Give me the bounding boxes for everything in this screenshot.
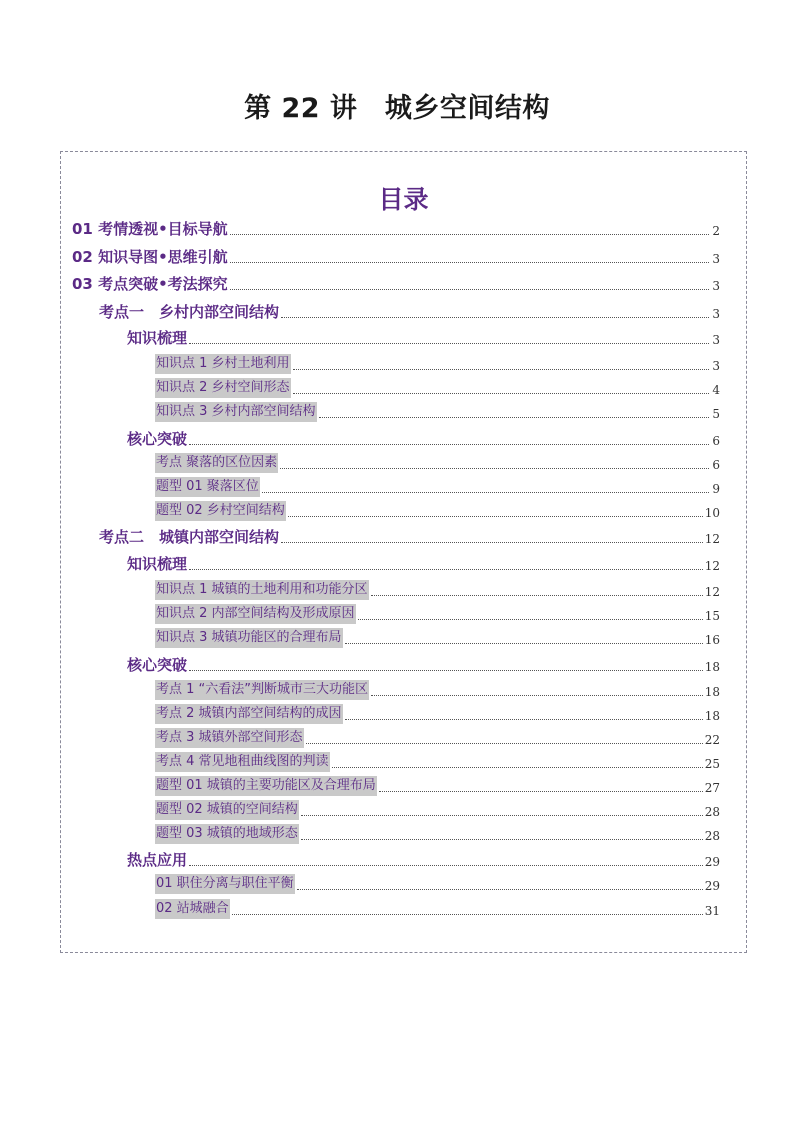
toc-page-number: 12 bbox=[704, 532, 720, 546]
toc-leader-dots bbox=[189, 343, 719, 344]
toc-entry[interactable] bbox=[61, 354, 746, 376]
toc-entry-label: 02 站城融合 bbox=[155, 899, 230, 919]
toc-page-number: 27 bbox=[704, 781, 720, 795]
toc-page-number: 6 bbox=[712, 458, 720, 472]
toc-leader-dots bbox=[230, 289, 719, 290]
toc-entry-label: 考点 4 常见地租曲线图的判读 bbox=[155, 752, 330, 772]
toc-page-number: 28 bbox=[704, 829, 720, 843]
toc-entry[interactable] bbox=[61, 824, 746, 846]
toc-entry-label: 核心突破 bbox=[127, 430, 188, 448]
toc-leader-dots bbox=[293, 369, 719, 370]
toc-page-number: 29 bbox=[704, 879, 720, 893]
toc-page-number: 16 bbox=[704, 633, 720, 647]
toc-page-number: 12 bbox=[704, 559, 720, 573]
toc-entry-label: 知识点 2 乡村空间形态 bbox=[155, 378, 291, 398]
table-of-contents bbox=[60, 151, 747, 953]
toc-leader-dots bbox=[230, 234, 719, 235]
toc-leader-dots bbox=[319, 417, 719, 418]
toc-heading: 目录 bbox=[378, 185, 429, 214]
toc-page-number: 31 bbox=[704, 904, 720, 918]
toc-leader-dots bbox=[281, 542, 719, 543]
toc-entry-label: 03 考点突破•考法探究 bbox=[72, 275, 228, 293]
toc-entry[interactable] bbox=[61, 302, 746, 324]
toc-leader-dots bbox=[301, 815, 719, 816]
toc-entry[interactable] bbox=[61, 328, 746, 350]
toc-entry[interactable] bbox=[61, 874, 746, 896]
toc-entry-label: 知识梳理 bbox=[127, 329, 188, 347]
toc-leader-dots bbox=[293, 393, 719, 394]
toc-leader-dots bbox=[189, 670, 719, 671]
toc-entry-label: 考点一 乡村内部空间结构 bbox=[99, 303, 280, 321]
toc-page-number: 29 bbox=[704, 855, 720, 869]
toc-page-number: 3 bbox=[712, 359, 720, 373]
toc-leader-dots bbox=[301, 839, 719, 840]
toc-entry[interactable] bbox=[61, 453, 746, 475]
toc-entry-label: 热点应用 bbox=[127, 851, 188, 869]
toc-entry-label: 考点 3 城镇外部空间形态 bbox=[155, 728, 304, 748]
toc-page-number: 3 bbox=[712, 307, 720, 321]
toc-entry-label: 考点 聚落的区位因素 bbox=[155, 453, 278, 473]
toc-entry[interactable] bbox=[61, 704, 746, 726]
toc-entry-label: 01 考情透视•目标导航 bbox=[72, 220, 228, 238]
toc-leader-dots bbox=[262, 492, 719, 493]
toc-page-number: 15 bbox=[704, 609, 720, 623]
toc-entry[interactable] bbox=[61, 219, 746, 241]
toc-entry-label: 题型 01 聚落区位 bbox=[155, 477, 260, 497]
toc-entry[interactable] bbox=[61, 527, 746, 549]
toc-page-number: 25 bbox=[704, 757, 720, 771]
toc-entry[interactable] bbox=[61, 800, 746, 822]
toc-leader-dots bbox=[306, 743, 719, 744]
toc-entry[interactable] bbox=[61, 728, 746, 750]
toc-entry-label: 01 职住分离与职住平衡 bbox=[155, 874, 295, 894]
toc-entry-label: 知识点 3 城镇功能区的合理布局 bbox=[155, 628, 343, 648]
toc-entry[interactable] bbox=[61, 429, 746, 451]
toc-page-number: 9 bbox=[712, 482, 720, 496]
toc-page-number: 3 bbox=[712, 279, 720, 293]
toc-entry-label: 题型 01 城镇的主要功能区及合理布局 bbox=[155, 776, 377, 796]
toc-entry-label: 题型 02 城镇的空间结构 bbox=[155, 800, 299, 820]
toc-page-number: 22 bbox=[704, 733, 720, 747]
toc-entry-label: 题型 02 乡村空间结构 bbox=[155, 501, 286, 521]
toc-leader-dots bbox=[371, 695, 719, 696]
toc-entry-label: 知识梳理 bbox=[127, 555, 188, 573]
toc-page-number: 3 bbox=[712, 333, 720, 347]
toc-entry-label: 知识点 2 内部空间结构及形成原因 bbox=[155, 604, 356, 624]
toc-leader-dots bbox=[281, 317, 719, 318]
toc-entry-label: 知识点 3 乡村内部空间结构 bbox=[155, 402, 317, 422]
toc-leader-dots bbox=[332, 767, 719, 768]
toc-leader-dots bbox=[232, 914, 719, 915]
toc-leader-dots bbox=[280, 468, 719, 469]
toc-entry[interactable] bbox=[61, 776, 746, 798]
toc-entry-label: 考点二 城镇内部空间结构 bbox=[99, 528, 280, 546]
toc-entry-label: 02 知识导图•思维引航 bbox=[72, 248, 228, 266]
toc-page-number: 10 bbox=[704, 506, 720, 520]
toc-page-number: 5 bbox=[712, 407, 720, 421]
toc-entry-label: 考点 2 城镇内部空间结构的成因 bbox=[155, 704, 343, 724]
toc-entry-label: 知识点 1 乡村土地利用 bbox=[155, 354, 291, 374]
toc-leader-dots bbox=[189, 865, 719, 866]
toc-leader-dots bbox=[358, 619, 719, 620]
toc-entry-label: 考点 1 “六看法”判断城市三大功能区 bbox=[155, 680, 369, 700]
toc-page-number: 18 bbox=[704, 685, 720, 699]
toc-entry-label: 知识点 1 城镇的土地利用和功能分区 bbox=[155, 580, 369, 600]
toc-entry[interactable] bbox=[61, 247, 746, 269]
toc-entry[interactable] bbox=[61, 604, 746, 626]
toc-page-number: 2 bbox=[712, 224, 720, 238]
toc-entry-label: 核心突破 bbox=[127, 656, 188, 674]
toc-entry-label: 题型 03 城镇的地域形态 bbox=[155, 824, 299, 844]
toc-entry[interactable] bbox=[61, 402, 746, 424]
toc-entry[interactable] bbox=[61, 580, 746, 602]
toc-entry[interactable] bbox=[61, 274, 746, 296]
toc-page-number: 18 bbox=[704, 660, 720, 674]
toc-entry[interactable] bbox=[61, 680, 746, 702]
toc-page-number: 28 bbox=[704, 805, 720, 819]
document-title: 第 22 讲 城乡空间结构 bbox=[244, 93, 550, 124]
toc-entry[interactable] bbox=[61, 655, 746, 677]
toc-leader-dots bbox=[288, 516, 719, 517]
toc-leader-dots bbox=[297, 889, 719, 890]
toc-entry[interactable] bbox=[61, 477, 746, 499]
toc-leader-dots bbox=[379, 791, 719, 792]
toc-entry[interactable] bbox=[61, 554, 746, 576]
toc-leader-dots bbox=[345, 643, 719, 644]
toc-leader-dots bbox=[230, 262, 719, 263]
toc-entry[interactable] bbox=[61, 378, 746, 400]
toc-entry[interactable] bbox=[61, 628, 746, 650]
toc-page-number: 6 bbox=[712, 434, 720, 448]
toc-leader-dots bbox=[371, 595, 719, 596]
toc-leader-dots bbox=[189, 444, 719, 445]
toc-page-number: 18 bbox=[704, 709, 720, 723]
toc-entry[interactable] bbox=[61, 501, 746, 523]
toc-leader-dots bbox=[345, 719, 719, 720]
toc-entry[interactable] bbox=[61, 899, 746, 921]
toc-page-number: 12 bbox=[704, 585, 720, 599]
toc-entry[interactable] bbox=[61, 752, 746, 774]
toc-page-number: 4 bbox=[712, 383, 720, 397]
toc-leader-dots bbox=[189, 569, 719, 570]
toc-entry[interactable] bbox=[61, 850, 746, 872]
toc-page-number: 3 bbox=[712, 252, 720, 266]
